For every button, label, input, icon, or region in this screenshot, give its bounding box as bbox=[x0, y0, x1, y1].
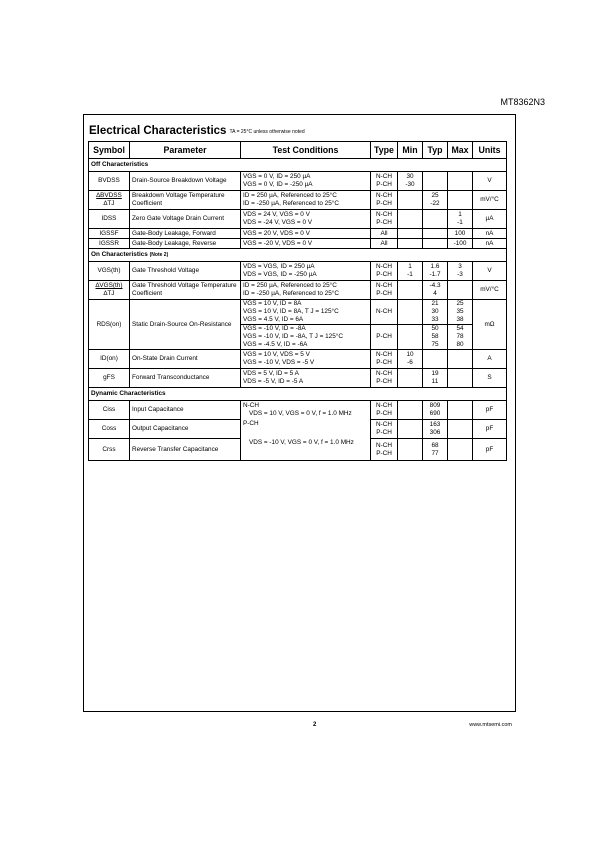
symbol-cell: VGS(th) bbox=[89, 262, 130, 281]
parameter-cell: Breakdown Voltage Temperature Coefficient bbox=[130, 191, 241, 210]
units-cell: pF bbox=[473, 420, 507, 439]
website-url: www.mtsemi.com bbox=[469, 722, 512, 728]
max-cell bbox=[448, 191, 473, 210]
parameter-cell: Drain-Source Breakdown Voltage bbox=[130, 172, 241, 191]
table-row bbox=[89, 172, 507, 191]
typ-value: 11 bbox=[431, 378, 439, 385]
conditions-cell bbox=[241, 191, 371, 210]
table-row bbox=[89, 281, 507, 300]
min-cell bbox=[398, 369, 423, 388]
typ-value: 19 bbox=[431, 370, 439, 377]
typ-cell bbox=[423, 420, 448, 439]
symbol-cell: RDS(on) bbox=[89, 300, 130, 350]
table-row bbox=[89, 229, 507, 239]
table-row bbox=[89, 439, 507, 461]
max-value: -1 bbox=[457, 219, 463, 226]
max-cell bbox=[448, 369, 473, 388]
conditions-cell bbox=[241, 262, 371, 281]
table-row bbox=[89, 210, 507, 229]
table-row bbox=[89, 191, 507, 210]
min-cell bbox=[398, 172, 423, 191]
max-value: 25 bbox=[456, 300, 464, 307]
max-value: 38 bbox=[456, 316, 464, 323]
condition: VDS = VGS, ID = 250 µA bbox=[243, 263, 315, 270]
condition: VGS = 0 V, ID = 250 µA bbox=[243, 173, 311, 180]
max-cell bbox=[448, 210, 473, 229]
units-cell: µA bbox=[473, 210, 507, 229]
condition: VGS = -10 V, VDS = -5 V bbox=[243, 359, 315, 366]
max-value: 1 bbox=[458, 211, 462, 218]
parameter-cell: Input Capacitance bbox=[130, 401, 241, 420]
conditions-cell bbox=[241, 325, 371, 350]
col-parameter: Parameter bbox=[130, 142, 241, 159]
parameter-cell: Forward Transconductance bbox=[130, 369, 241, 388]
max-value: 54 bbox=[456, 325, 464, 332]
type-cell: All bbox=[371, 229, 398, 239]
type-value: P-CH bbox=[376, 378, 392, 385]
part-number: MT8362N3 bbox=[500, 97, 545, 107]
typ-value: -1.7 bbox=[429, 271, 441, 278]
condition: VDS = 24 V, VGS = 0 V bbox=[243, 211, 310, 218]
symbol-numerator: ∆VGS(th) bbox=[95, 282, 123, 289]
type-cell: All bbox=[371, 239, 398, 249]
conditions-cell bbox=[241, 401, 371, 439]
condition: VDS = -24 V, VGS = 0 V bbox=[243, 219, 313, 226]
type-cell bbox=[371, 262, 398, 281]
section-title bbox=[89, 125, 305, 137]
max-cell bbox=[448, 300, 473, 325]
min-value: 30 bbox=[406, 173, 414, 180]
condition: VGS = 10 V, ID = 8A, T J = 125°C bbox=[243, 308, 339, 315]
units-cell: S bbox=[473, 369, 507, 388]
typ-value: 1.6 bbox=[430, 263, 440, 270]
type-value: P-CH bbox=[376, 181, 392, 188]
conditions-cell: VDS = -10 V, VGS = 0 V, f = 1.0 MHz bbox=[241, 439, 371, 461]
type-cell bbox=[371, 210, 398, 229]
conditions-cell bbox=[241, 210, 371, 229]
type-value: N-CH bbox=[376, 282, 392, 289]
on-section-title bbox=[89, 249, 507, 262]
units-cell: nA bbox=[473, 229, 507, 239]
symbol-denominator: ∆TJ bbox=[103, 200, 115, 207]
units-cell: A bbox=[473, 350, 507, 369]
typ-cell bbox=[423, 401, 448, 420]
type-value: P-CH bbox=[376, 359, 392, 366]
table-row bbox=[89, 401, 507, 420]
units-cell: pF bbox=[473, 439, 507, 461]
typ-value: 30 bbox=[431, 308, 439, 315]
conditions-cell bbox=[241, 281, 371, 300]
conditions-cell bbox=[241, 300, 371, 325]
header-row bbox=[89, 142, 507, 159]
units-cell: V bbox=[473, 262, 507, 281]
symbol-cell: Coss bbox=[89, 420, 130, 439]
on-section-note: (Note 2) bbox=[149, 252, 169, 258]
symbol-cell bbox=[89, 191, 130, 210]
min-value: -6 bbox=[407, 359, 413, 366]
type-value: P-CH bbox=[376, 200, 392, 207]
type-value: N-CH bbox=[376, 192, 392, 199]
condition: VDS = VGS, ID = -250 µA bbox=[243, 271, 317, 278]
typ-cell bbox=[423, 439, 448, 461]
symbol-denominator: ∆TJ bbox=[103, 290, 115, 297]
type-value: P-CH bbox=[376, 410, 392, 417]
min-cell bbox=[398, 210, 423, 229]
max-value: -3 bbox=[457, 271, 463, 278]
type-cell bbox=[371, 420, 398, 439]
col-max: Max bbox=[448, 142, 473, 159]
condition-label: P-CH bbox=[243, 420, 259, 427]
condition-label: N-CH bbox=[243, 402, 259, 409]
on-section-label: On Characteristics bbox=[91, 251, 148, 258]
page-number: 2 bbox=[313, 722, 317, 728]
condition: VGS = 10 V, VDS = 5 V bbox=[243, 351, 310, 358]
type-value: P-CH bbox=[376, 219, 392, 226]
units-cell: mΩ bbox=[473, 300, 507, 350]
parameter-cell: Gate Threshold Voltage bbox=[130, 262, 241, 281]
min-cell bbox=[398, 420, 423, 439]
table-row bbox=[89, 300, 507, 325]
type-cell bbox=[371, 401, 398, 420]
condition: VDS = 10 V, VGS = 0 V, f = 1.0 MHz bbox=[249, 410, 352, 417]
type-value: N-CH bbox=[376, 263, 392, 270]
parameter-cell: Zero Gate Voltage Drain Current bbox=[130, 210, 241, 229]
parameter-cell: Gate Threshold Voltage Temperature Coefficient bbox=[130, 281, 241, 300]
typ-value: 58 bbox=[431, 333, 439, 340]
condition: VDS = -5 V, ID = -5 A bbox=[243, 378, 304, 385]
max-cell bbox=[448, 401, 473, 420]
typ-value: 4 bbox=[433, 290, 437, 297]
parameter-cell: Gate-Body Leakage, Reverse bbox=[130, 239, 241, 249]
type-cell bbox=[371, 350, 398, 369]
typ-value: 68 bbox=[431, 441, 439, 449]
min-value: -30 bbox=[405, 181, 415, 188]
max-cell bbox=[448, 325, 473, 350]
parameter-cell: Gate-Body Leakage, Forward bbox=[130, 229, 241, 239]
col-min: Min bbox=[398, 142, 423, 159]
typ-cell bbox=[423, 300, 448, 325]
type-value: N-CH bbox=[376, 173, 392, 180]
parameter-cell: Static Drain-Source On-Resistance bbox=[130, 300, 241, 350]
condition: VGS = -10 V, ID = -8A bbox=[243, 325, 306, 332]
parameter-cell: Reverse Transfer Capacitance bbox=[130, 439, 241, 461]
type-value: N-CH bbox=[376, 421, 392, 428]
symbol-cell: ID(on) bbox=[89, 350, 130, 369]
typ-value: 50 bbox=[431, 325, 439, 332]
max-cell bbox=[448, 420, 473, 439]
min-cell bbox=[398, 401, 423, 420]
type-cell: P-CH bbox=[371, 325, 398, 350]
units-cell: mV/°C bbox=[473, 281, 507, 300]
electrical-characteristics-table bbox=[88, 141, 507, 461]
type-cell bbox=[371, 439, 398, 461]
type-cell bbox=[371, 191, 398, 210]
typ-cell bbox=[423, 325, 448, 350]
min-cell bbox=[398, 239, 423, 249]
table-row bbox=[89, 350, 507, 369]
symbol-cell: Ciss bbox=[89, 401, 130, 420]
typ-value: -4.3 bbox=[429, 282, 441, 289]
min-cell bbox=[398, 300, 423, 325]
max-cell bbox=[448, 439, 473, 461]
units-cell: mV/°C bbox=[473, 191, 507, 210]
table-row bbox=[89, 262, 507, 281]
table-row bbox=[89, 239, 507, 249]
max-cell: 100 bbox=[448, 229, 473, 239]
conditions-cell bbox=[241, 350, 371, 369]
title-note: TA = 25°C unless otherwise noted bbox=[229, 129, 305, 135]
symbol-cell: Crss bbox=[89, 439, 130, 461]
type-cell: N-CH bbox=[371, 300, 398, 325]
min-cell bbox=[398, 350, 423, 369]
typ-value: 809 bbox=[429, 402, 441, 409]
type-value: P-CH bbox=[376, 449, 392, 457]
condition: VGS = -4.5 V, ID = -6A bbox=[243, 341, 308, 348]
typ-value: 21 bbox=[431, 300, 439, 307]
min-cell bbox=[398, 262, 423, 281]
typ-cell bbox=[423, 191, 448, 210]
parameter-cell: On-State Drain Current bbox=[130, 350, 241, 369]
units-cell: pF bbox=[473, 401, 507, 420]
max-value: 80 bbox=[456, 341, 464, 348]
min-cell bbox=[398, 191, 423, 210]
parameter-cell: Output Capacitance bbox=[130, 420, 241, 439]
type-cell bbox=[371, 172, 398, 191]
min-cell bbox=[398, 325, 423, 350]
type-cell bbox=[371, 281, 398, 300]
typ-cell bbox=[423, 262, 448, 281]
units-cell: V bbox=[473, 172, 507, 191]
title-text: Electrical Characteristics bbox=[89, 125, 227, 137]
condition: VGS = 0 V, ID = -250 µA bbox=[243, 181, 313, 188]
symbol-cell: IGSSF bbox=[89, 229, 130, 239]
typ-value: 690 bbox=[429, 410, 441, 417]
typ-cell bbox=[423, 172, 448, 191]
min-cell bbox=[398, 439, 423, 461]
type-cell bbox=[371, 369, 398, 388]
conditions-cell: VGS = 20 V, VDS = 0 V bbox=[241, 229, 371, 239]
units-cell: nA bbox=[473, 239, 507, 249]
conditions-cell bbox=[241, 172, 371, 191]
max-value: 78 bbox=[456, 333, 464, 340]
type-value: N-CH bbox=[376, 351, 392, 358]
type-value: N-CH bbox=[376, 370, 392, 377]
min-value: 10 bbox=[406, 351, 414, 358]
condition: VGS = 4.5 V, ID = 6A bbox=[243, 316, 304, 323]
table-row bbox=[89, 369, 507, 388]
type-value: N-CH bbox=[376, 402, 392, 409]
type-value: N-CH bbox=[376, 211, 392, 218]
col-symbol: Symbol bbox=[89, 142, 130, 159]
col-units: Units bbox=[473, 142, 507, 159]
condition: VGS = 10 V, ID = 8A bbox=[243, 300, 302, 307]
typ-cell bbox=[423, 210, 448, 229]
condition: ID = 250 µA, Referenced to 25°C bbox=[243, 282, 337, 289]
max-cell bbox=[448, 262, 473, 281]
typ-value: 33 bbox=[431, 316, 439, 323]
symbol-cell: IDSS bbox=[89, 210, 130, 229]
min-value: -1 bbox=[407, 271, 413, 278]
conditions-cell: VGS = -20 V, VDS = 0 V bbox=[241, 239, 371, 249]
max-cell bbox=[448, 281, 473, 300]
type-value: P-CH bbox=[376, 429, 392, 436]
min-value: 1 bbox=[408, 263, 412, 270]
type-value: N-CH bbox=[376, 441, 392, 449]
condition: ID = 250 µA, Referenced to 25°C bbox=[243, 192, 337, 199]
typ-value: 163 bbox=[429, 421, 441, 428]
col-type: Type bbox=[371, 142, 398, 159]
max-cell bbox=[448, 172, 473, 191]
max-value: 3 bbox=[458, 263, 462, 270]
max-value: 35 bbox=[456, 308, 464, 315]
min-cell bbox=[398, 229, 423, 239]
condition: VGS = -10 V, ID = -8A, T J = 125°C bbox=[243, 333, 343, 340]
typ-value: 25 bbox=[431, 192, 439, 199]
symbol-numerator: ∆BVDSS bbox=[96, 192, 122, 199]
symbol-cell: IGSSR bbox=[89, 239, 130, 249]
type-value: P-CH bbox=[376, 290, 392, 297]
typ-value: 306 bbox=[429, 429, 441, 436]
typ-cell bbox=[423, 239, 448, 249]
min-cell bbox=[398, 281, 423, 300]
dynamic-section-title: Dynamic Characteristics bbox=[89, 388, 507, 401]
col-typ: Typ bbox=[423, 142, 448, 159]
condition: ID = -250 µA, Referenced to 25°C bbox=[243, 200, 339, 207]
col-test-conditions: Test Conditions bbox=[241, 142, 371, 159]
typ-cell bbox=[423, 350, 448, 369]
symbol-cell bbox=[89, 281, 130, 300]
typ-value: 75 bbox=[431, 341, 439, 348]
conditions-cell bbox=[241, 369, 371, 388]
typ-value: 77 bbox=[431, 449, 439, 457]
type-value: P-CH bbox=[376, 271, 392, 278]
typ-cell bbox=[423, 281, 448, 300]
typ-cell bbox=[423, 369, 448, 388]
condition: ID = -250 µA, Referenced to 25°C bbox=[243, 290, 339, 297]
symbol-cell: BVDSS bbox=[89, 172, 130, 191]
off-section-title: Off Characteristics bbox=[89, 159, 507, 172]
typ-value: -22 bbox=[430, 200, 440, 207]
typ-cell bbox=[423, 229, 448, 239]
symbol-cell: gFS bbox=[89, 369, 130, 388]
max-cell: -100 bbox=[448, 239, 473, 249]
max-cell bbox=[448, 350, 473, 369]
condition: VDS = 5 V, ID = 5 A bbox=[243, 370, 299, 377]
